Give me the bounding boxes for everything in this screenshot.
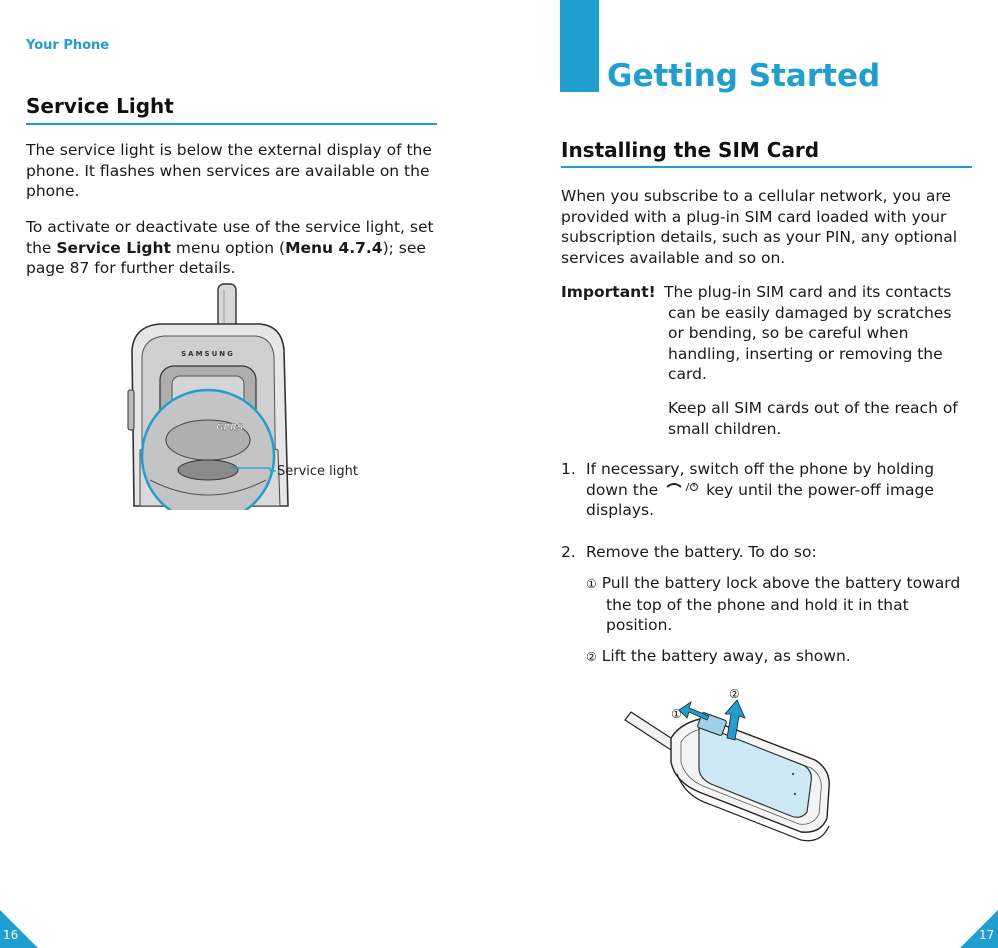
phone-front-illustration bbox=[120, 280, 370, 510]
important-label-text: Important! bbox=[561, 283, 656, 301]
step-1-number: 1. bbox=[561, 460, 576, 478]
substep-2-marker: ② bbox=[586, 650, 597, 664]
chapter-block bbox=[560, 0, 599, 92]
section-title-service-light: Service Light bbox=[26, 94, 174, 118]
section-rule bbox=[561, 166, 972, 168]
chapter-title: Getting Started bbox=[607, 58, 881, 94]
step-2-number: 2. bbox=[561, 543, 576, 561]
important-text-2: Keep all SIM cards out of the reach of small children. bbox=[668, 399, 958, 438]
service-light-led bbox=[178, 460, 238, 480]
phone-brand-label: SAMSUNG bbox=[181, 350, 235, 358]
figure-marker-2: ② bbox=[729, 687, 740, 701]
important-label bbox=[561, 282, 656, 303]
figure-marker-1: ① bbox=[671, 707, 682, 721]
step-1-text-b: key until the power-off image displays. bbox=[586, 480, 934, 520]
service-light-instructions bbox=[26, 217, 438, 279]
substep-1-text: Pull the battery lock above the battery toward the top of the phone and hold it in that position. bbox=[601, 574, 961, 634]
substep-2-text: Lift the battery away, as shown. bbox=[601, 647, 851, 665]
menu-number: Menu 4.7.4 bbox=[285, 238, 383, 257]
para-text: To activate or deactivate use of the service light, set the bbox=[26, 218, 434, 257]
battery-removal-illustration bbox=[615, 678, 840, 848]
end-power-key-icon bbox=[663, 480, 701, 501]
slide-arrow-icon bbox=[679, 702, 709, 720]
substep-2 bbox=[586, 646, 970, 668]
para-text: ); see page 87 for further details. bbox=[26, 238, 426, 277]
menu-option-name: Service Light bbox=[56, 238, 171, 257]
para-text: menu option ( bbox=[170, 238, 286, 257]
section-rule bbox=[26, 123, 437, 125]
substep-1 bbox=[586, 573, 970, 636]
step-1-text-a: If necessary, switch off the phone by holding down the bbox=[586, 460, 935, 499]
sim-intro: When you subscribe to a cellular network, you are provided with a plug-in SIM card loaded with your subscription details, such as your PIN, any optional services available and so on. bbox=[561, 187, 958, 267]
step-1-text bbox=[586, 459, 966, 521]
page-number-right: 17 bbox=[979, 928, 995, 942]
service-light-description: The service light is below the external display of the phone. It flashes when services are available on the phone. bbox=[26, 141, 432, 200]
step-2-text: Remove the battery. To do so: bbox=[586, 543, 817, 561]
section-title-installing-sim: Installing the SIM Card bbox=[561, 138, 820, 162]
service-light-callout: Service light bbox=[277, 464, 358, 479]
page-number-left: 16 bbox=[3, 928, 19, 942]
running-head: Your Phone bbox=[26, 38, 110, 53]
substep-1-marker: ① bbox=[586, 577, 597, 591]
gprs-logo: GPRS bbox=[216, 423, 244, 433]
important-text-1: The plug-in SIM card and its contacts can be easily damaged by scratches or bending, so be careful when handling, inserting or removing the card. bbox=[664, 283, 952, 383]
